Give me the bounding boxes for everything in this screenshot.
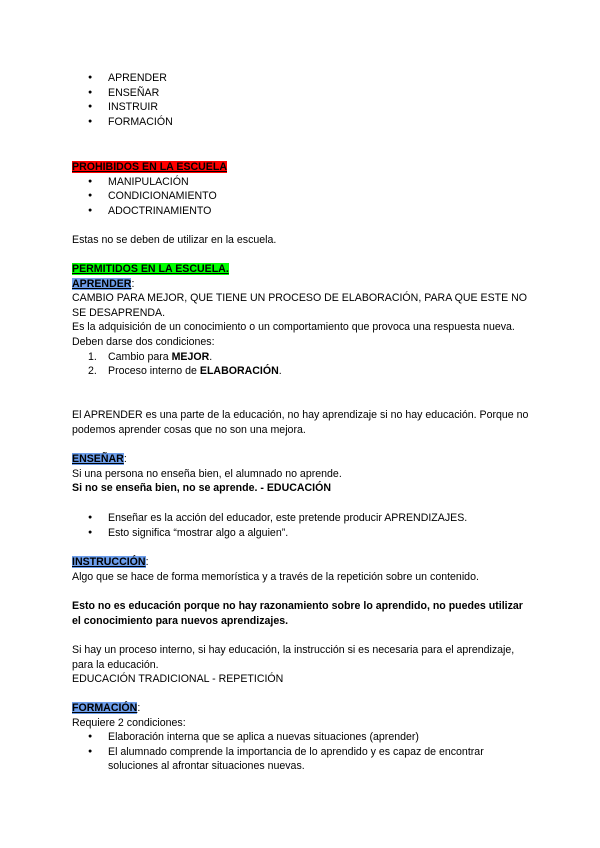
- aprender-title: APRENDER: [72, 277, 132, 290]
- permitidos-heading: PERMITIDOS EN LA ESCUELA.: [72, 263, 229, 275]
- topic-list: [72, 71, 532, 129]
- list-item: ● INSTRUIR: [72, 100, 532, 115]
- instruccion-bold-paragraph: Esto no es educación porque no hay razonamiento sobre lo aprendido, no puedes utilizar el conocimiento para nuevos aprendizajes.: [72, 600, 523, 627]
- list-item: ● El alumnado comprende la importancia de lo aprendido y es capaz de encontrar soluciones al afrontar situaciones nuevas.: [72, 745, 532, 774]
- list-item: ● Esto significa “mostrar algo a alguien”.: [72, 526, 532, 541]
- instruccion-section: INSTRUCCIÓN: Algo que se hace de forma memorística y a través de la repetición sobre un contenido.: [72, 555, 532, 584]
- list-item: ● CONDICIONAMIENTO: [72, 189, 532, 204]
- formacion-title: FORMACIÓN: [72, 702, 138, 714]
- ensenar-list: [72, 511, 532, 540]
- prohibidos-heading: PROHIBIDOS EN LA ESCUELA: [72, 161, 227, 173]
- ensenar-line1: Si una persona no enseña bien, el alumnado no aprende.: [72, 467, 342, 480]
- ensenar-line2: Si no se enseña bien, no se aprende. - EDUCACIÓN: [72, 482, 332, 495]
- aprender-line3: Deben darse dos condiciones:: [72, 335, 215, 348]
- formacion-list: [72, 730, 532, 774]
- formacion-section: FORMACIÓN: Requiere 2 condiciones: ● Elaboración interna que se aplica a nuevas situaciones (aprender) ● El alumnado comprende la importancia de lo aprendido y es capaz de encontrar soluciones al afrontar situaciones nuevas.: [72, 701, 532, 774]
- list-item: ● Elaboración interna que se aplica a nuevas situaciones (aprender): [72, 730, 532, 745]
- list-item: ● ADOCTRINAMIENTO: [72, 204, 532, 219]
- instruccion-line1: Algo que se hace de forma memorística y a través de la repetición sobre un contenido.: [72, 570, 479, 583]
- aprender-line2: Es la adquisición de un conocimiento o un comportamiento que provoca una respuesta nueva.: [72, 321, 515, 334]
- list-item: 1. Cambio para MEJOR.: [88, 350, 213, 363]
- aprender-line1: CAMBIO PARA MEJOR, QUE TIENE UN PROCESO DE ELABORACIÓN, PARA QUE ESTE NO SE DESAPRENDA.: [72, 292, 528, 319]
- formacion-line1: Requiere 2 condiciones:: [72, 716, 186, 729]
- list-item: ● Enseñar es la acción del educador, este pretende producir APRENDIZAJES.: [72, 511, 532, 526]
- prohibidos-note: Estas no se deben de utilizar en la escuela.: [72, 234, 277, 246]
- permitidos-section: PERMITIDOS EN LA ESCUELA. APRENDER: CAMBIO PARA MEJOR, QUE TIENE UN PROCESO DE ELABORACIÓN, PARA QUE ESTE NO SE DESAPRENDA. Es la adquisición de un conocimiento o un comportamiento que provoca una respuesta nueva. Deben darse dos condiciones: 1. Cambio para MEJOR. 2. Proceso interno de ELABORACIÓN.: [72, 262, 532, 379]
- ensenar-section: ENSEÑAR: Si una persona no enseña bien, el alumnado no aprende. Si no se enseña bien, no se aprende. - EDUCACIÓN: [72, 452, 532, 496]
- instruccion-last-line: EDUCACIÓN TRADICIONAL - REPETICIÓN: [72, 673, 284, 685]
- ensenar-title: ENSEÑAR: [72, 453, 124, 465]
- conditions-list: [72, 350, 532, 379]
- prohibidos-section: [72, 160, 532, 218]
- aprender-paragraph: El APRENDER es una parte de la educación, no hay aprendizaje si no hay educación. Porque no podemos aprender cosas que no son una mejora.: [72, 409, 529, 436]
- list-item: ● ENSEÑAR: [72, 86, 532, 101]
- list-item: ● MANIPULACIÓN: [72, 175, 532, 190]
- list-item: ● FORMACIÓN: [72, 115, 532, 130]
- prohibidos-list: [72, 175, 532, 219]
- list-item: 2. Proceso interno de ELABORACIÓN.: [88, 365, 282, 378]
- instruccion-title: INSTRUCCIÓN: [72, 556, 146, 568]
- list-item: ● APRENDER: [72, 71, 532, 86]
- instruccion-paragraph: Si hay un proceso interno, si hay educación, la instrucción si es necesaria para el aprendizaje, para la educación.: [72, 644, 515, 671]
